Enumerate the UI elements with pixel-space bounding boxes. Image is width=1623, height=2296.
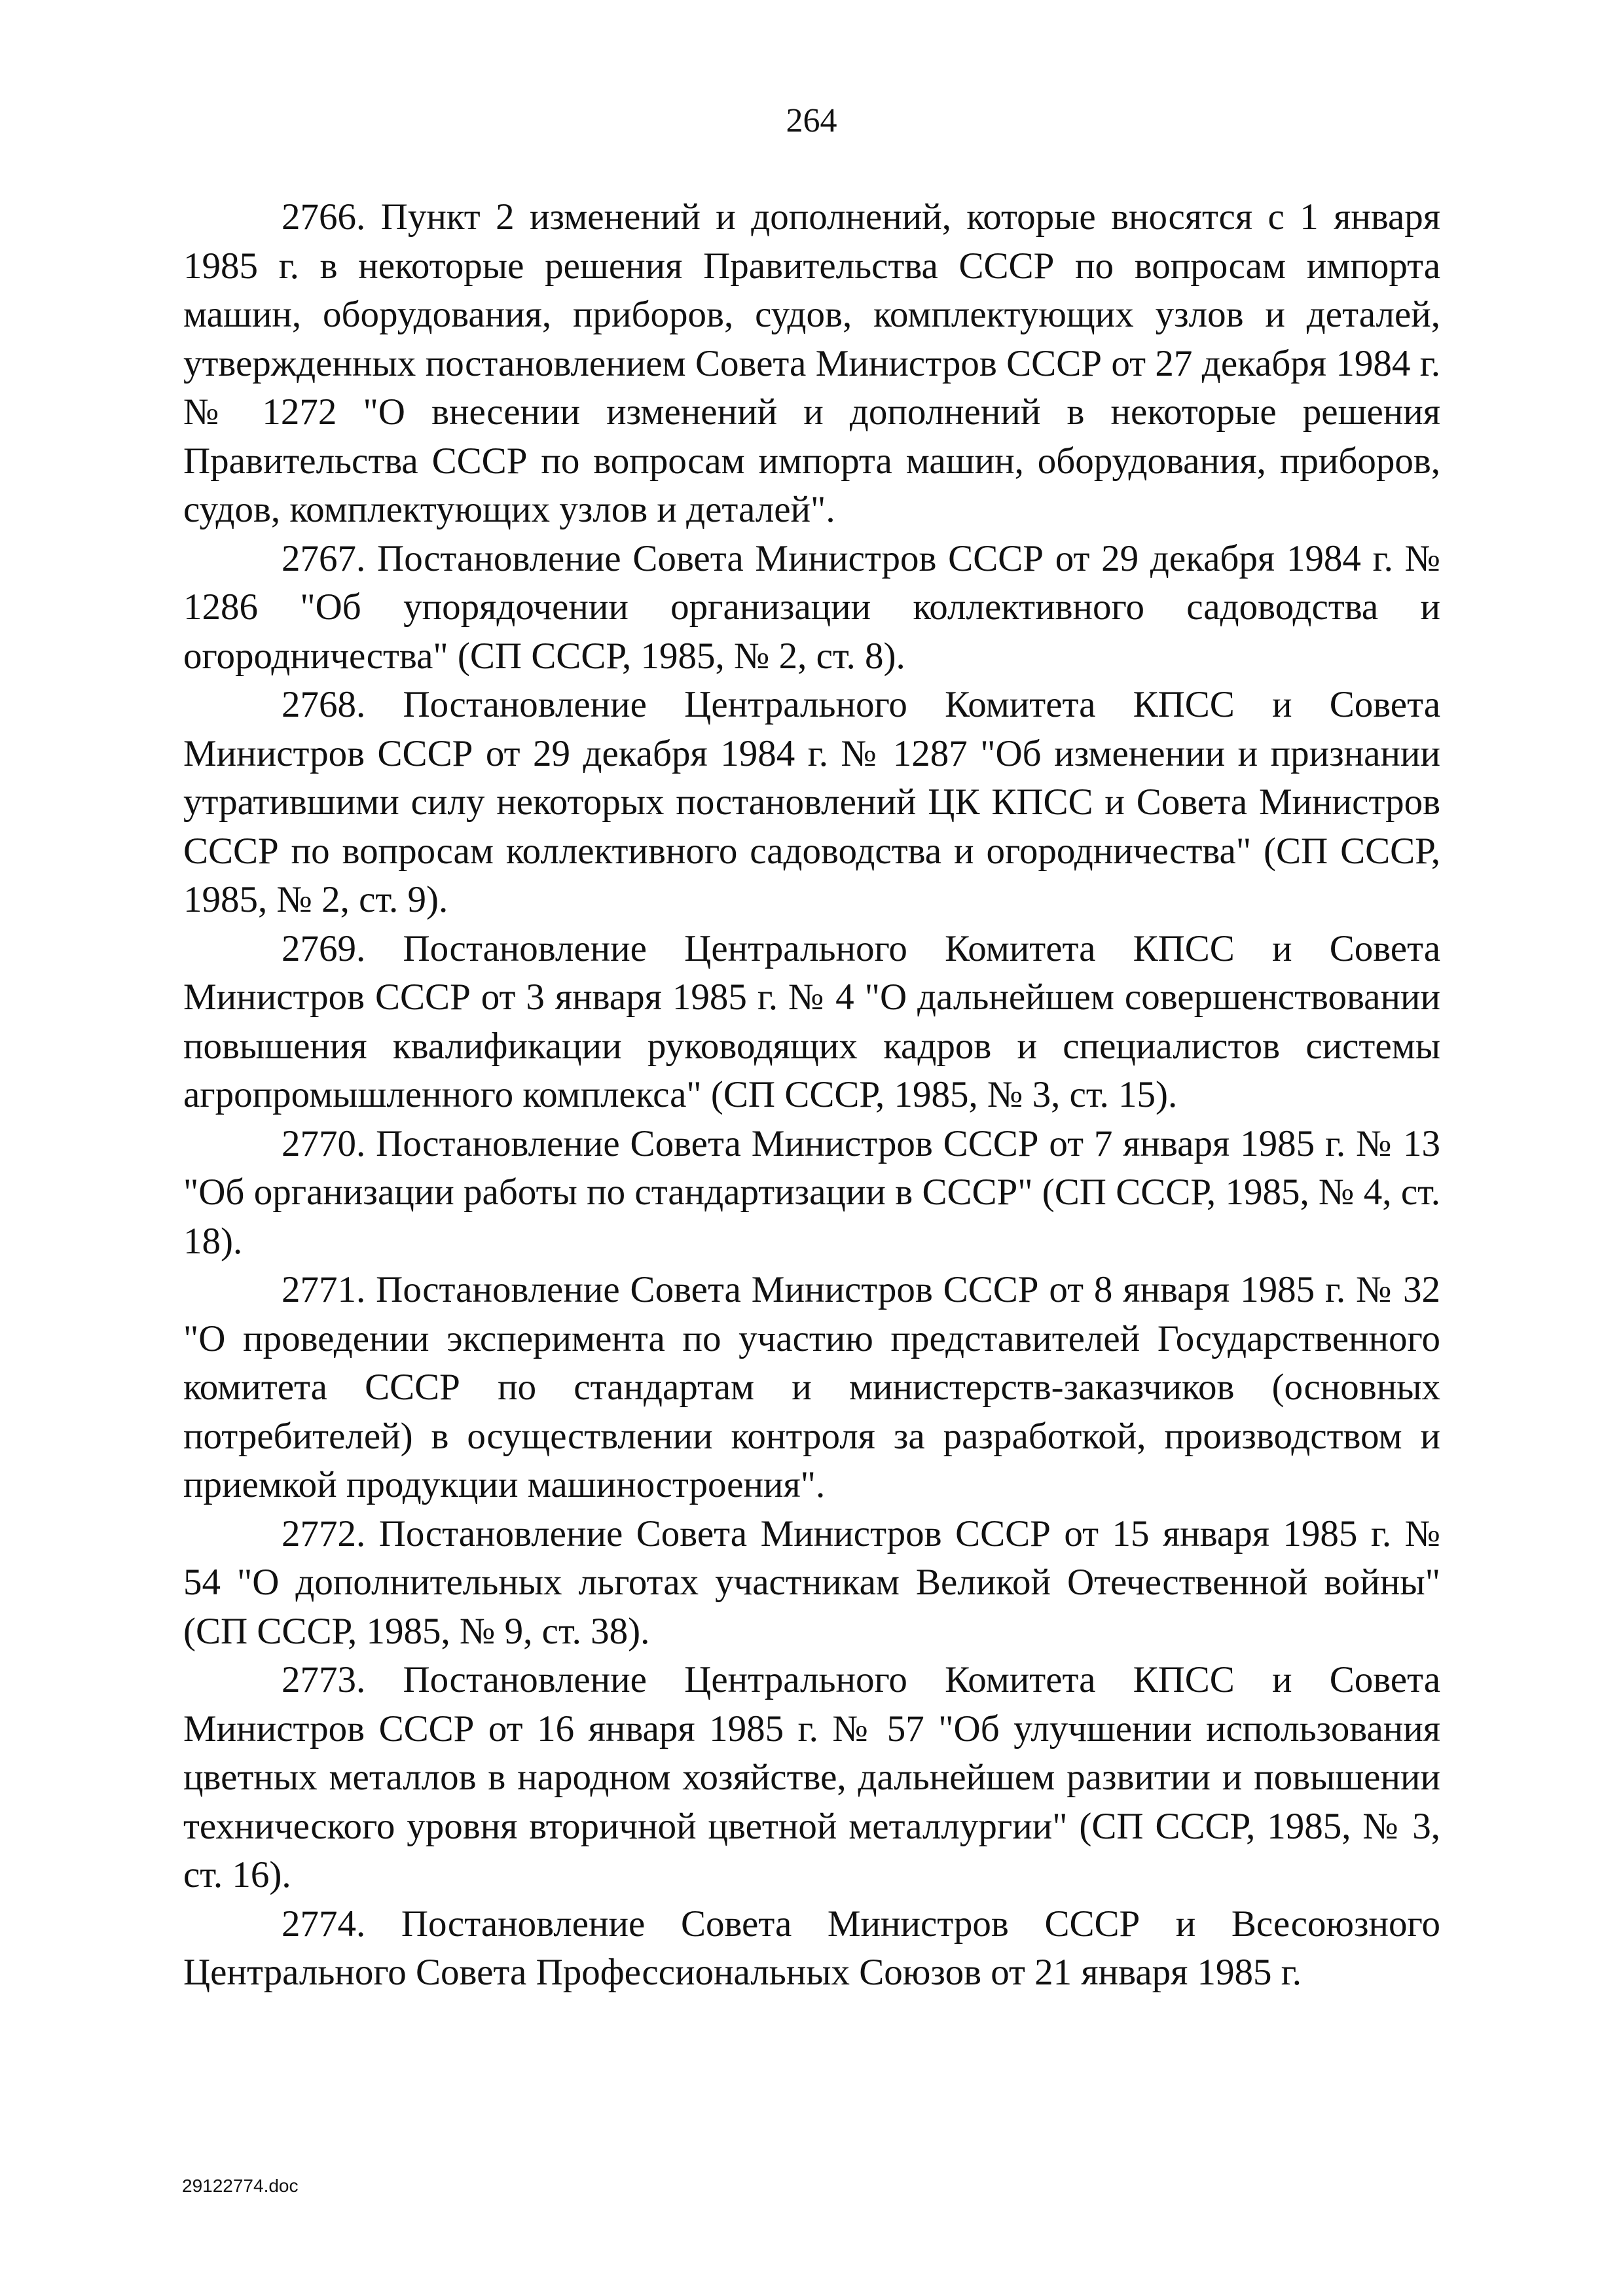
entry-number: 2773. [282,1659,366,1700]
list-item [183,1120,1440,1266]
entry-text: Постановление Центрального Комитета КПСС и Совета Министров СССР от 3 января 1985 г. № 4 "О дальнейшем совершенствовании повышения квалификации руководящих кадров и специалистов системы агропромышленного комплекса" (СП СССР, 1985, № 3, ст. 15). [183,927,1441,1115]
entry-number: 2772. [282,1513,366,1554]
entry-number: 2768. [282,684,366,725]
list-item [183,1656,1440,1900]
list-item [183,1266,1440,1510]
entry-number: 2771. [282,1269,366,1310]
entry-text: Постановление Совета Министров СССР от 15 января 1985 г. № 54 "О дополнительных льготах участникам Великой Отечественной войны" (СП СССР, 1985, № 9, ст. 38). [183,1513,1441,1652]
list-item [183,681,1440,925]
entry-number: 2766. [282,196,366,238]
entry-number: 2769. [282,927,366,969]
entry-text: Постановление Центрального Комитета КПСС и Совета Министров СССР от 29 декабря 1984 г. № 1287 "Об изменении и признании утратившими силу некоторых постановлений ЦК КПСС и Совета Министров СССР по вопросам коллективного садоводства и огородничества" (СП СССР, 1985, № 2, ст. 9). [183,684,1441,920]
list-item [183,1510,1440,1657]
entry-text: Постановление Совета Министров СССР от 29 декабря 1984 г. № 1286 "Об упорядочении организации коллективного садоводства и огородничества" (СП СССР, 1985, № 2, ст. 8). [183,537,1440,677]
page-number: 264 [786,102,837,139]
entry-text: Пункт 2 изменений и дополнений, которые вносятся с 1 января 1985 г. в некоторые решения Правительства СССР по вопросам импорта машин, оборудования, приборов, судов, комплектующих узлов и деталей, утвержденных постановлением Совета Министров СССР от 27 декабря 1984 г. № 1272 "О внесении изменений и дополнений в некоторые решения Правительства СССР по вопросам импорта машин, оборудования, приборов, судов, комплектующих узлов и деталей". [183,196,1441,530]
entry-number: 2770. [282,1122,366,1164]
entry-number: 2774. [282,1903,366,1945]
document-body [183,193,1440,1998]
entry-number: 2767. [282,537,366,579]
list-item [183,535,1440,681]
entry-text: Постановление Совета Министров СССР и Всесоюзного Центрального Совета Профессиональных Союзов от 21 января 1985 г. [183,1903,1440,1993]
entry-text: Постановление Совета Министров СССР от 8 января 1985 г. № 32 "О проведении эксперимента по участию представителей Государственного комитета СССР по стандартам и министерств-заказчиков (основных потребителей) в осуществлении контроля за разработкой, производством и приемкой продукции машиностроения". [183,1269,1441,1505]
entry-text: Постановление Совета Министров СССР от 7 января 1985 г. № 13 "Об организации работы по стандартизации в СССР" (СП СССР, 1985, № 4, ст. 18). [183,1122,1441,1262]
list-item [183,1900,1440,1998]
list-item [183,193,1440,535]
entry-text: Постановление Центрального Комитета КПСС и Совета Министров СССР от 16 января 1985 г. № 57 "Об улучшении использования цветных металлов в народном хозяйстве, дальнейшем развитии и повышении технического уровня вторичной цветной металлургии" (СП СССР, 1985, № 3, ст. 16). [183,1659,1441,1895]
list-item [183,925,1440,1120]
footer-filename: 29122774.doc [182,2176,299,2196]
